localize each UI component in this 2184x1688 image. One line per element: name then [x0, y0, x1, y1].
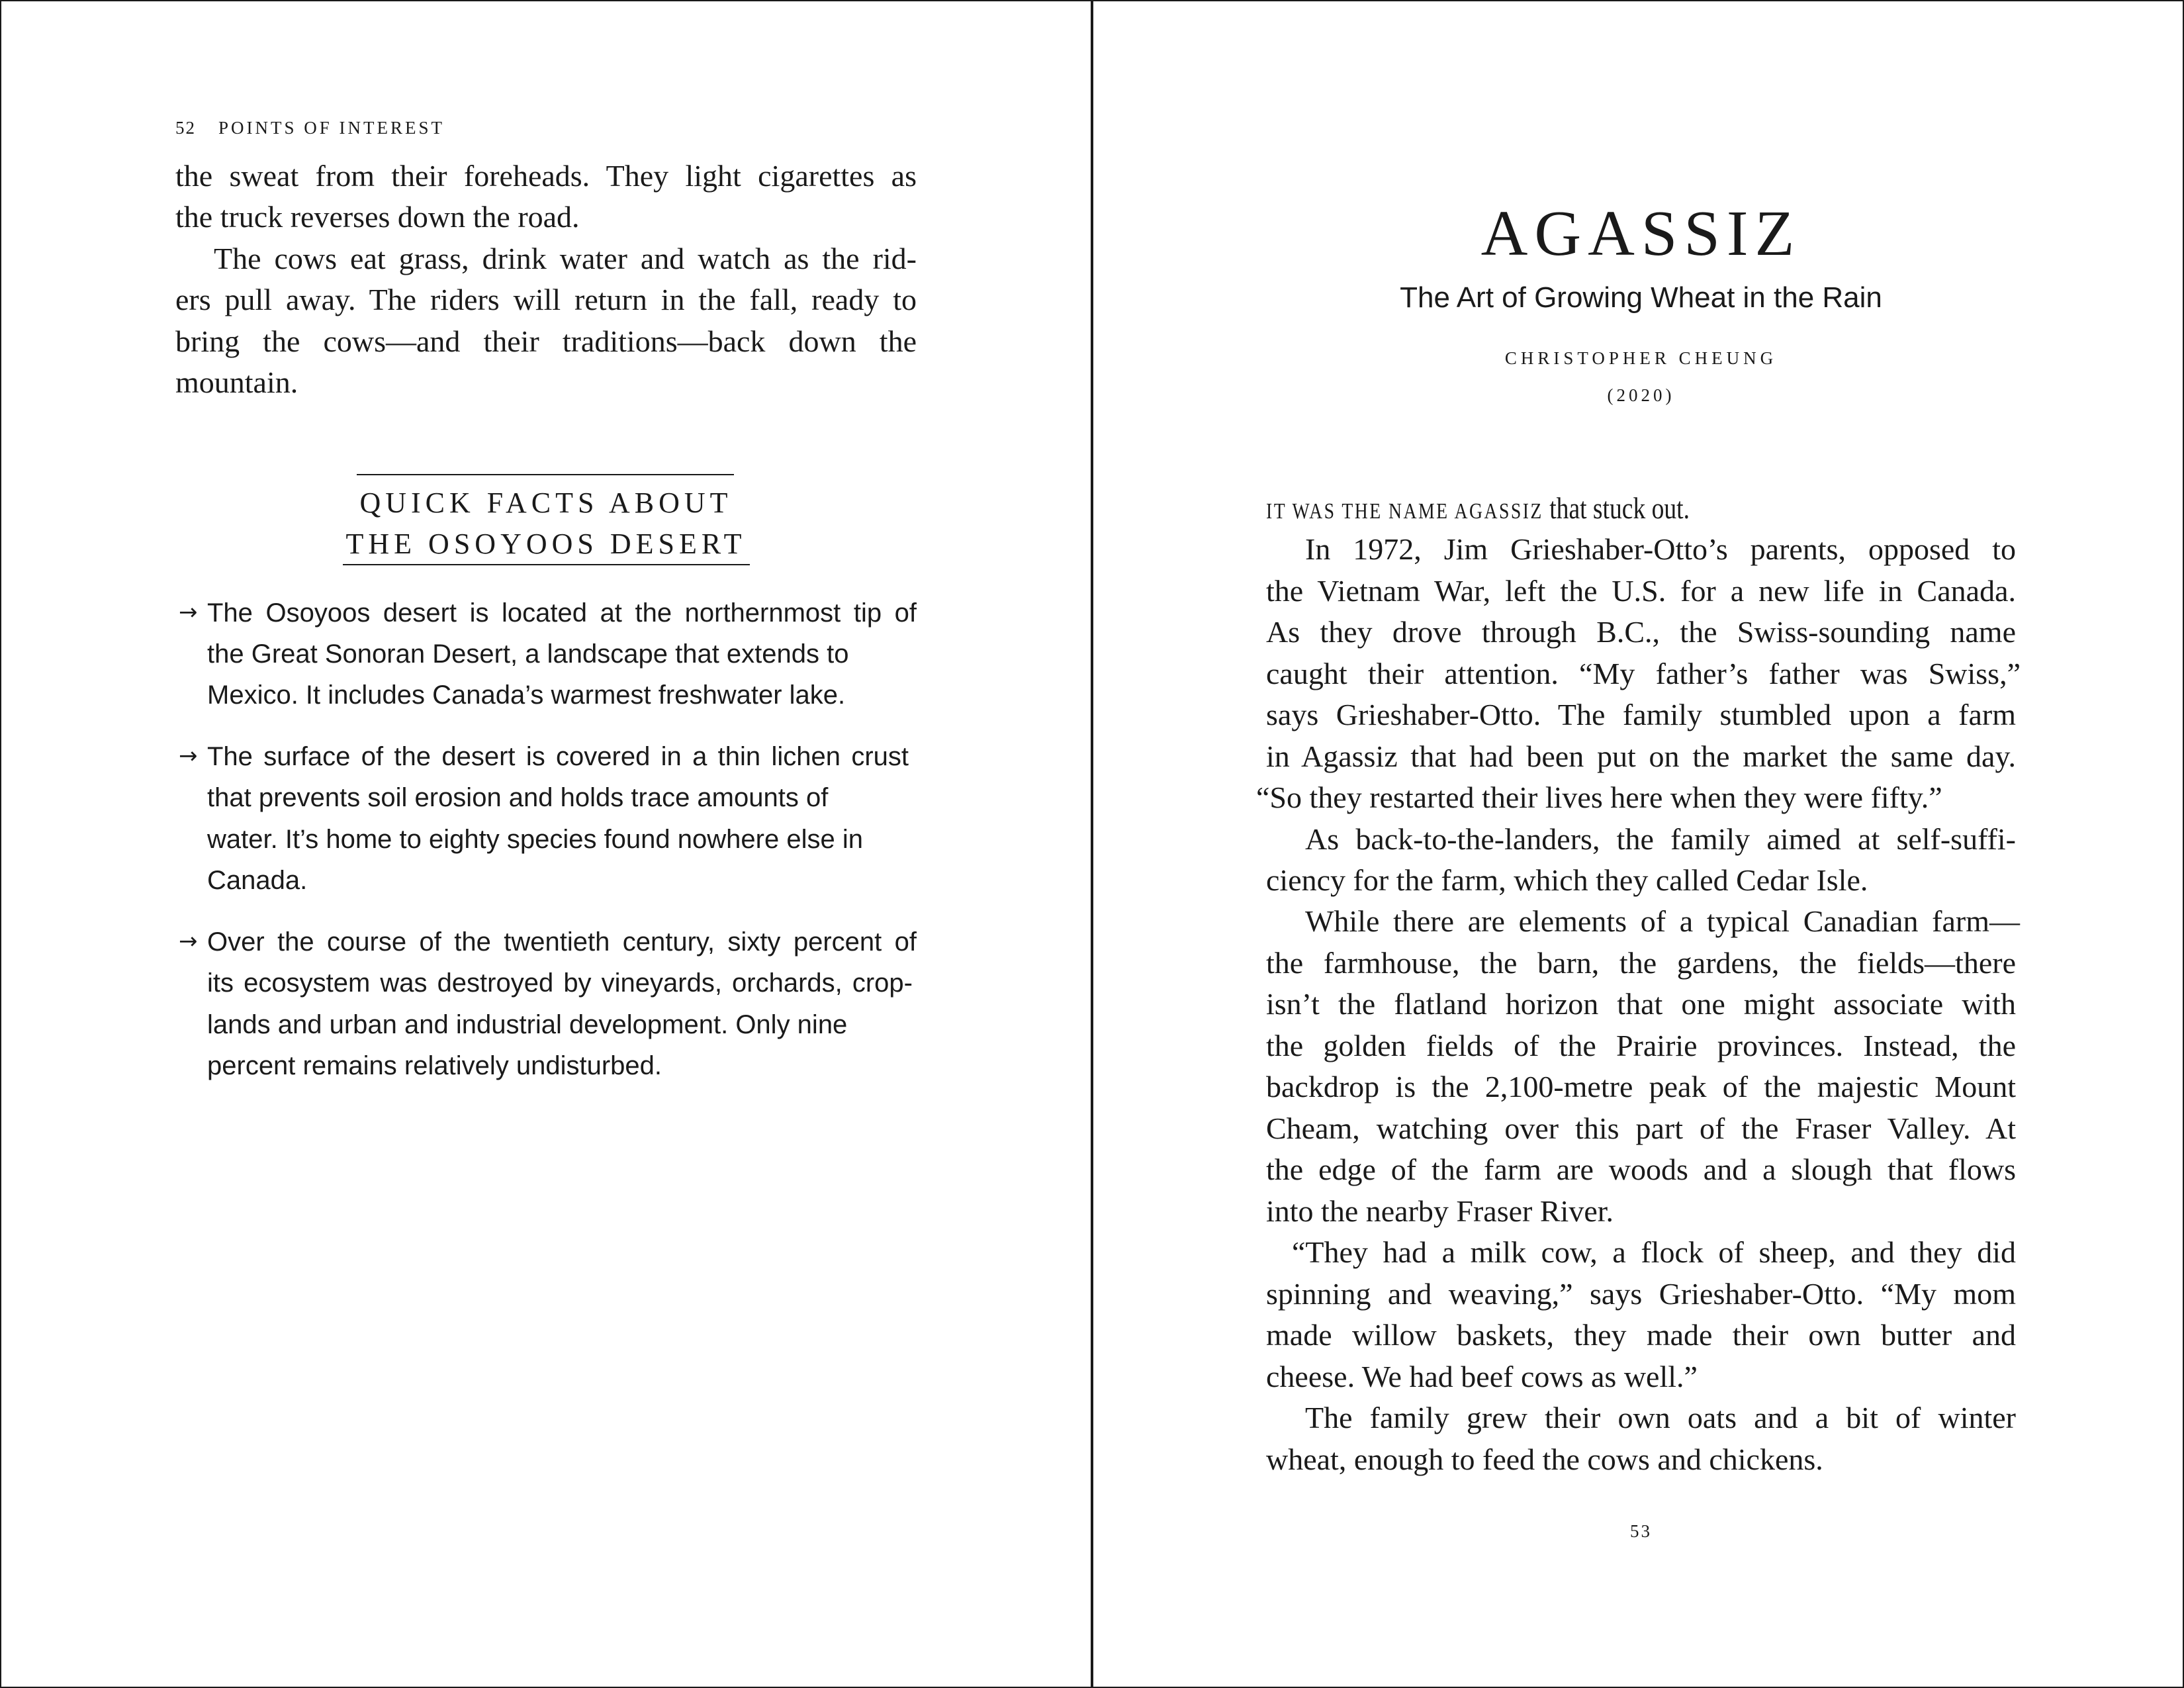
body-line: the farmhouse, the barn, the gardens, the fields—there [1266, 946, 2016, 980]
body-line: the edge of the farm are woods and a slough that flows [1266, 1152, 2016, 1187]
body-line: spinning and weaving,” says Grieshaber-Otto. “My mom [1266, 1277, 2016, 1311]
bullet-line: Over the course of the twentieth century, sixty percent of [207, 927, 917, 957]
body-line: isn’t the flatland horizon that one might associate with [1266, 987, 2016, 1021]
bullet-line: percent remains relatively undisturbed. [207, 1051, 662, 1080]
running-head [175, 118, 445, 138]
body-line: the Vietnam War, left the U.S. for a new life in Canada. [1266, 574, 2016, 608]
body-line: The cows eat grass, drink water and watch as the rid- [214, 242, 917, 276]
body-line: “So they restarted their lives here when they were fifty.” [1256, 780, 1942, 815]
book-spine-divider [1091, 0, 1093, 1688]
opening-line [1266, 493, 1690, 524]
body-line: ers pull away. The riders will return in the fall, ready to [175, 283, 917, 317]
bullet-line: Canada. [207, 866, 308, 895]
lead-in-small-caps: IT WAS THE NAME AGASSIZ [1266, 499, 1543, 524]
quick-facts-heading-line: QUICK FACTS ABOUT [359, 487, 733, 519]
heading-rule-top [357, 474, 734, 475]
body-line: Cheam, watching over this part of the Fraser Valley. At [1266, 1111, 2016, 1146]
body-line: ciency for the farm, which they called Cedar Isle. [1266, 863, 1868, 898]
author-name: CHRISTOPHER CHEUNG [1504, 348, 1778, 368]
body-line: the golden fields of the Prairie provinces. Instead, the [1266, 1029, 2016, 1063]
page-number-right: 53 [1630, 1521, 1652, 1541]
body-line: mountain. [175, 365, 298, 400]
body-line: As back-to-the-landers, the family aimed at self-suffi- [1305, 822, 2016, 857]
bullet-line: the Great Sonoran Desert, a landscape that extends to [207, 639, 849, 669]
body-line: into the nearby Fraser River. [1266, 1194, 1614, 1229]
body-line: wheat, enough to feed the cows and chickens. [1266, 1442, 1823, 1477]
bullet-line: Mexico. It includes Canada’s warmest freshwater lake. [207, 680, 846, 710]
chapter-title: AGASSIZ [1480, 198, 1801, 269]
arrow-right-icon: → [179, 743, 198, 769]
body-line: in Agassiz that had been put on the market the same day. [1266, 739, 2016, 774]
body-line: the truck reverses down the road. [175, 200, 580, 234]
body-line: caught their attention. “My father’s father was Swiss,” [1266, 657, 2021, 691]
body-line: says Grieshaber-Otto. The family stumbled upon a farm [1266, 698, 2016, 732]
bullet-line: The Osoyoos desert is located at the northernmost tip of [207, 598, 917, 628]
heading-rule-bottom [343, 564, 750, 565]
arrow-right-icon: → [179, 928, 198, 955]
body-line: “They had a milk cow, a flock of sheep, and they did [1292, 1235, 2016, 1270]
body-line: bring the cows—and their traditions—back down the [175, 324, 917, 359]
quick-facts-heading-line: THE OSOYOOS DESERT [345, 528, 747, 560]
body-line: backdrop is the 2,100-metre peak of the majestic Mount [1266, 1070, 2016, 1104]
body-line: made willow baskets, they made their own butter and [1266, 1318, 2016, 1352]
bullet-line: that prevents soil erosion and holds trace amounts of [207, 783, 829, 812]
bullet-line: water. It’s home to eighty species found nowhere else in [207, 825, 863, 854]
running-head-title: POINTS OF INTEREST [218, 118, 445, 138]
bullet-line: The surface of the desert is covered in a thin lichen crust [207, 742, 909, 771]
body-line: As they drove through B.C., the Swiss-sounding name [1266, 615, 2016, 649]
chapter-subtitle: The Art of Growing Wheat in the Rain [1400, 281, 1882, 314]
arrow-right-icon: → [179, 599, 198, 626]
body-line: In 1972, Jim Grieshaber-Otto’s parents, opposed to [1305, 532, 2016, 567]
body-line: cheese. We had beef cows as well.” [1266, 1360, 1698, 1394]
page-number-left: 52 [175, 118, 196, 138]
lead-in-rest: that stuck out. [1543, 491, 1690, 526]
bullet-line: lands and urban and industrial development. Only nine [207, 1010, 848, 1039]
bullet-line: its ecosystem was destroyed by vineyards, orchards, crop- [207, 968, 913, 998]
body-line: The family grew their own oats and a bit of winter [1305, 1401, 2016, 1435]
publication-year: (2020) [1607, 385, 1675, 405]
body-line: the sweat from their foreheads. They light cigarettes as [175, 159, 917, 193]
body-line: While there are elements of a typical Canadian farm— [1305, 904, 2020, 939]
